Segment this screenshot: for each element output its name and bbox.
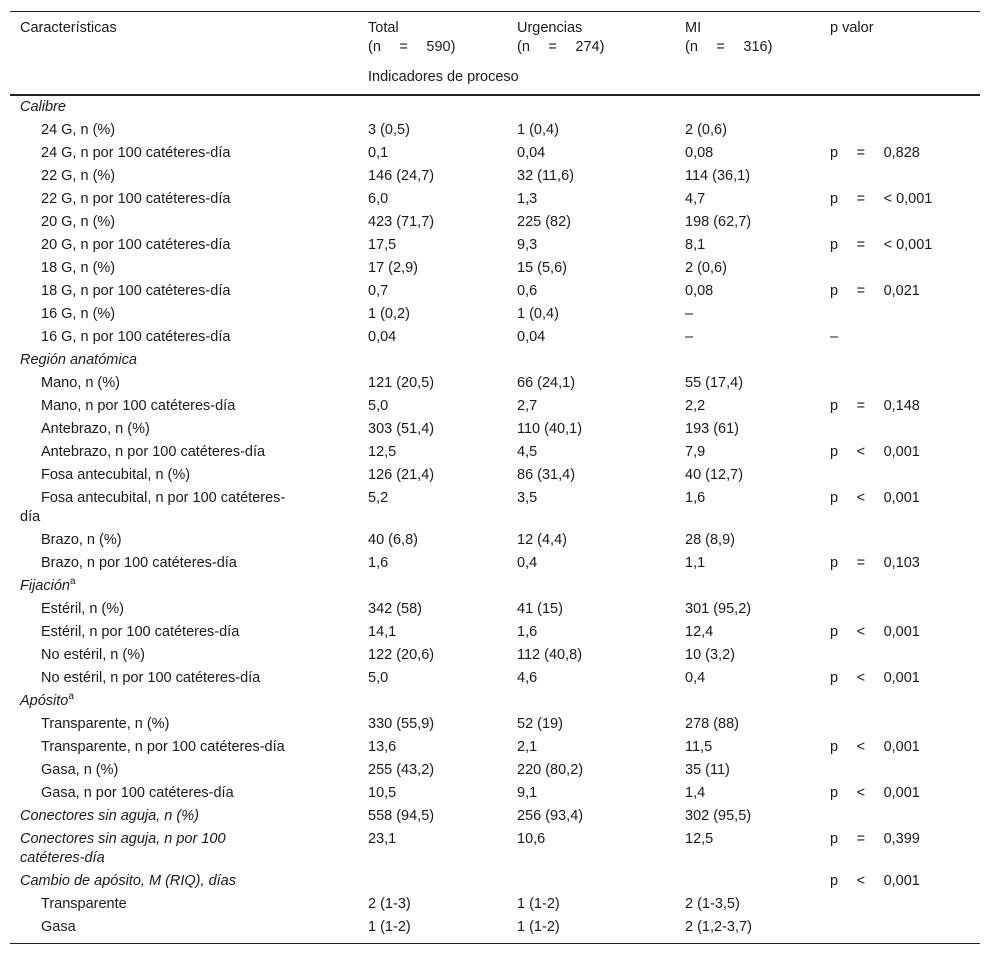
row-label bbox=[10, 441, 358, 464]
row-label bbox=[10, 119, 358, 142]
table-row bbox=[10, 828, 980, 870]
row-label-text: Gasa, n (%) bbox=[41, 762, 119, 778]
row-label bbox=[10, 736, 358, 759]
cell-total bbox=[358, 690, 507, 713]
cell-total: 3 (0,5) bbox=[368, 122, 410, 138]
cell-urgencias: 1 (0,4) bbox=[517, 306, 559, 322]
cell-urgencias bbox=[507, 690, 675, 713]
cell-total: 5,2 bbox=[368, 490, 389, 506]
cell-total: 303 (51,4) bbox=[368, 421, 435, 437]
cell-mi: 12,5 bbox=[685, 831, 714, 847]
table-row bbox=[10, 667, 980, 690]
cell-urgencias: 15 (5,6) bbox=[517, 260, 567, 276]
row-label-text: Fosa antecubital, n (%) bbox=[41, 467, 191, 483]
row-label bbox=[10, 893, 358, 916]
cell-urgencias: 9,3 bbox=[517, 237, 538, 253]
cell-pvalor: p < 0,001 bbox=[830, 739, 920, 755]
cell-total: 5,0 bbox=[368, 670, 389, 686]
cell-pvalor bbox=[820, 805, 980, 828]
row-label bbox=[10, 372, 358, 395]
cell-pvalor bbox=[820, 418, 980, 441]
row-label bbox=[10, 759, 358, 782]
cell-urgencias: 9,1 bbox=[517, 785, 538, 801]
row-label-text: 22 G, n (%) bbox=[41, 168, 116, 184]
cell-urgencias: 0,4 bbox=[517, 555, 538, 571]
row-label-text: 24 G, n por 100 catéteres-día bbox=[41, 145, 231, 161]
cell-total: 0,1 bbox=[368, 145, 389, 161]
cell-urgencias: 0,04 bbox=[517, 329, 546, 345]
cell-mi: 7,9 bbox=[685, 444, 706, 460]
row-label-text: Región anatómica bbox=[20, 352, 137, 368]
row-label bbox=[10, 165, 358, 188]
cell-pvalor: p = 0,021 bbox=[830, 283, 920, 299]
row-label-text: 16 G, n (%) bbox=[41, 306, 116, 322]
cell-pvalor bbox=[820, 690, 980, 713]
cell-total: 1,6 bbox=[368, 555, 389, 571]
cell-urgencias: 41 (15) bbox=[517, 601, 563, 617]
table-row bbox=[10, 552, 980, 575]
cell-pvalor bbox=[820, 713, 980, 736]
footnote-marker: a bbox=[68, 691, 74, 703]
table-row bbox=[10, 916, 980, 944]
row-label-text: Cambio de apósito, M (RIQ), días bbox=[20, 873, 236, 889]
cell-pvalor bbox=[820, 372, 980, 395]
cell-mi bbox=[675, 690, 820, 713]
table-row bbox=[10, 95, 980, 119]
cell-pvalor bbox=[820, 598, 980, 621]
row-label bbox=[10, 95, 358, 119]
header-mi-label: MI bbox=[685, 20, 702, 36]
header-urgencias-n: (n = 274) bbox=[517, 39, 605, 55]
row-label-text: 20 G, n (%) bbox=[41, 214, 116, 230]
table-row bbox=[10, 165, 980, 188]
cell-mi: 8,1 bbox=[685, 237, 706, 253]
row-label-text: Gasa bbox=[41, 919, 76, 935]
row-label-line2: catéteres-día bbox=[20, 850, 105, 866]
cell-total bbox=[358, 349, 507, 372]
cell-total: 1 (0,2) bbox=[368, 306, 410, 322]
table-row bbox=[10, 280, 980, 303]
cell-total: 121 (20,5) bbox=[368, 375, 435, 391]
cell-urgencias: 220 (80,2) bbox=[517, 762, 584, 778]
cell-pvalor bbox=[820, 916, 980, 944]
cell-urgencias: 52 (19) bbox=[517, 716, 563, 732]
table-row bbox=[10, 418, 980, 441]
row-label bbox=[10, 782, 358, 805]
cell-urgencias: 66 (24,1) bbox=[517, 375, 576, 391]
cell-mi: 1,1 bbox=[685, 555, 706, 571]
table-row bbox=[10, 529, 980, 552]
table-row bbox=[10, 349, 980, 372]
header-mi-n: (n = 316) bbox=[685, 39, 773, 55]
cell-mi bbox=[675, 575, 820, 598]
row-label bbox=[10, 713, 358, 736]
cell-total: 17,5 bbox=[368, 237, 397, 253]
cell-urgencias: 1 (1-2) bbox=[517, 896, 560, 912]
cell-urgencias: 86 (31,4) bbox=[517, 467, 576, 483]
row-label-text: Conectores sin aguja, n (%) bbox=[20, 808, 199, 824]
row-label bbox=[10, 598, 358, 621]
table-row bbox=[10, 395, 980, 418]
row-label-text: Fijación bbox=[20, 578, 70, 594]
row-label-text: Transparente bbox=[41, 896, 127, 912]
cell-urgencias bbox=[507, 870, 675, 893]
table-row bbox=[10, 303, 980, 326]
row-label-text: Calibre bbox=[20, 99, 66, 115]
cell-urgencias: 12 (4,4) bbox=[517, 532, 567, 548]
cell-mi: 35 (11) bbox=[685, 762, 730, 778]
cell-mi bbox=[675, 95, 820, 119]
cell-urgencias: 2,7 bbox=[517, 398, 538, 414]
cell-pvalor: p < 0,001 bbox=[830, 490, 920, 506]
cell-urgencias: 2,1 bbox=[517, 739, 538, 755]
subheader-indicadores: Indicadores de proceso bbox=[358, 57, 980, 95]
row-label-text: Gasa, n por 100 catéteres-día bbox=[41, 785, 234, 801]
cell-mi: 1,6 bbox=[685, 490, 706, 506]
cell-pvalor: p = 0,399 bbox=[830, 831, 920, 847]
table-row bbox=[10, 644, 980, 667]
cell-pvalor: – bbox=[830, 329, 839, 345]
cell-total bbox=[358, 95, 507, 119]
cell-urgencias: 10,6 bbox=[517, 831, 546, 847]
row-label bbox=[10, 870, 358, 893]
cell-urgencias: 0,6 bbox=[517, 283, 538, 299]
row-label-text: Apósito bbox=[20, 693, 69, 709]
cell-pvalor bbox=[820, 644, 980, 667]
row-label bbox=[10, 690, 358, 713]
row-label-line1: Conectores sin aguja, n por 100 bbox=[20, 831, 226, 847]
cell-urgencias: 256 (93,4) bbox=[517, 808, 584, 824]
cell-mi: 301 (95,2) bbox=[685, 601, 752, 617]
header-row bbox=[10, 12, 980, 58]
cell-urgencias: 1 (1-2) bbox=[507, 916, 675, 944]
cell-pvalor: p = 0,103 bbox=[830, 555, 920, 571]
cell-urgencias bbox=[507, 575, 675, 598]
table-row bbox=[10, 893, 980, 916]
header-urgencias-label: Urgencias bbox=[517, 20, 583, 36]
table-row bbox=[10, 487, 980, 529]
row-label bbox=[10, 575, 358, 598]
cell-mi: 278 (88) bbox=[685, 716, 740, 732]
header-urgencias bbox=[507, 12, 675, 58]
cell-total: 23,1 bbox=[368, 831, 397, 847]
table-row bbox=[10, 441, 980, 464]
cell-mi: 0,08 bbox=[685, 145, 714, 161]
table-row bbox=[10, 372, 980, 395]
row-label-text: Antebrazo, n por 100 catéteres-día bbox=[41, 444, 266, 460]
cell-total: 126 (21,4) bbox=[368, 467, 435, 483]
table-body bbox=[10, 95, 980, 944]
cell-pvalor bbox=[820, 165, 980, 188]
table-row bbox=[10, 211, 980, 234]
table-row bbox=[10, 598, 980, 621]
cell-total: 255 (43,2) bbox=[368, 762, 435, 778]
row-label-text: Antebrazo, n (%) bbox=[41, 421, 150, 437]
header-mi bbox=[675, 12, 820, 58]
cell-mi: 302 (95,5) bbox=[685, 808, 752, 824]
cell-total: 14,1 bbox=[368, 624, 397, 640]
cell-total: 0,04 bbox=[368, 329, 397, 345]
table-row bbox=[10, 805, 980, 828]
table-row bbox=[10, 188, 980, 211]
cell-total: 6,0 bbox=[368, 191, 389, 207]
row-label bbox=[10, 234, 358, 257]
subheader-spacer bbox=[10, 57, 358, 95]
cell-mi: 198 (62,7) bbox=[685, 214, 752, 230]
row-label bbox=[10, 303, 358, 326]
table-row bbox=[10, 142, 980, 165]
cell-pvalor: p = < 0,001 bbox=[830, 237, 933, 253]
row-label bbox=[10, 395, 358, 418]
cell-mi: 4,7 bbox=[685, 191, 706, 207]
cell-mi: 10 (3,2) bbox=[685, 647, 735, 663]
cell-pvalor: p < 0,001 bbox=[830, 444, 920, 460]
cell-mi: 0,4 bbox=[685, 670, 706, 686]
row-label-text: Transparente, n por 100 catéteres-día bbox=[41, 739, 285, 755]
cell-total: 423 (71,7) bbox=[368, 214, 435, 230]
cell-pvalor: p < 0,001 bbox=[830, 670, 920, 686]
subheader-row bbox=[10, 57, 980, 95]
cell-mi: 2 (0,6) bbox=[685, 122, 727, 138]
table-row bbox=[10, 326, 980, 349]
row-label bbox=[10, 188, 358, 211]
cell-urgencias: 112 (40,8) bbox=[517, 647, 583, 663]
row-label bbox=[10, 621, 358, 644]
row-label bbox=[10, 349, 358, 372]
cell-total bbox=[358, 870, 507, 893]
cell-mi bbox=[675, 870, 820, 893]
cell-urgencias bbox=[507, 349, 675, 372]
cell-total: 2 (1-3) bbox=[368, 896, 411, 912]
cell-urgencias: 110 (40,1) bbox=[517, 421, 583, 437]
cell-total: 558 (94,5) bbox=[368, 808, 435, 824]
cell-mi: 28 (8,9) bbox=[685, 532, 735, 548]
cell-mi: 2 (0,6) bbox=[685, 260, 727, 276]
cell-urgencias: 3,5 bbox=[517, 490, 538, 506]
row-label bbox=[10, 487, 358, 529]
cell-urgencias: 1,3 bbox=[517, 191, 538, 207]
row-label-line2: día bbox=[20, 509, 41, 525]
cell-pvalor bbox=[820, 95, 980, 119]
row-label-line1: Fosa antecubital, n por 100 catéteres- bbox=[41, 490, 286, 506]
cell-pvalor bbox=[820, 119, 980, 142]
row-label-text: Mano, n (%) bbox=[41, 375, 120, 391]
cell-total: 13,6 bbox=[368, 739, 397, 755]
cell-urgencias: 4,5 bbox=[517, 444, 538, 460]
row-label bbox=[10, 644, 358, 667]
row-label-text: 16 G, n por 100 catéteres-día bbox=[41, 329, 231, 345]
row-label-text: Estéril, n (%) bbox=[41, 601, 124, 617]
cell-urgencias: 225 (82) bbox=[517, 214, 572, 230]
row-label bbox=[10, 667, 358, 690]
table-row bbox=[10, 690, 980, 713]
cell-total: 0,7 bbox=[368, 283, 389, 299]
cell-mi: – bbox=[685, 329, 694, 345]
cell-mi: 12,4 bbox=[685, 624, 714, 640]
cell-urgencias bbox=[507, 95, 675, 119]
cell-total: 12,5 bbox=[368, 444, 397, 460]
row-label-text: 18 G, n (%) bbox=[41, 260, 116, 276]
cell-pvalor: p < 0,001 bbox=[830, 785, 920, 801]
row-label bbox=[10, 142, 358, 165]
row-label-text: 22 G, n por 100 catéteres-día bbox=[41, 191, 231, 207]
cell-pvalor bbox=[820, 211, 980, 234]
table-row bbox=[10, 759, 980, 782]
table-row bbox=[10, 234, 980, 257]
table-row bbox=[10, 257, 980, 280]
row-label bbox=[10, 828, 358, 870]
cell-mi: 114 (36,1) bbox=[685, 168, 751, 184]
table-row bbox=[10, 119, 980, 142]
table-row bbox=[10, 575, 980, 598]
table-row bbox=[10, 621, 980, 644]
row-label-text: Mano, n por 100 catéteres-día bbox=[41, 398, 236, 414]
cell-total: 146 (24,7) bbox=[368, 168, 435, 184]
row-label bbox=[10, 257, 358, 280]
cell-mi: 40 (12,7) bbox=[685, 467, 744, 483]
cell-pvalor: p = 0,148 bbox=[830, 398, 920, 414]
header-total bbox=[358, 12, 507, 58]
cell-total: 10,5 bbox=[368, 785, 397, 801]
cell-urgencias: 32 (11,6) bbox=[517, 168, 574, 184]
row-label bbox=[10, 805, 358, 828]
cell-urgencias: 1 (0,4) bbox=[517, 122, 559, 138]
cell-mi: 2 (1-3,5) bbox=[685, 896, 740, 912]
cell-mi: 0,08 bbox=[685, 283, 714, 299]
cell-urgencias: 4,6 bbox=[517, 670, 538, 686]
cell-pvalor: p < 0,001 bbox=[830, 624, 920, 640]
row-label bbox=[10, 280, 358, 303]
header-total-n: (n = 590) bbox=[368, 39, 456, 55]
row-label bbox=[10, 211, 358, 234]
header-pvalor: p valor bbox=[820, 12, 980, 58]
process-indicators-table bbox=[10, 11, 980, 944]
cell-mi bbox=[675, 349, 820, 372]
cell-mi: 11,5 bbox=[685, 739, 713, 755]
cell-mi: 55 (17,4) bbox=[685, 375, 744, 391]
cell-total: 342 (58) bbox=[368, 601, 423, 617]
cell-pvalor: p < 0,001 bbox=[830, 873, 920, 889]
row-label bbox=[10, 529, 358, 552]
table-row bbox=[10, 713, 980, 736]
cell-pvalor bbox=[820, 575, 980, 598]
row-label bbox=[10, 552, 358, 575]
cell-pvalor bbox=[820, 893, 980, 916]
row-label-text: No estéril, n (%) bbox=[41, 647, 145, 663]
table-row bbox=[10, 736, 980, 759]
row-label bbox=[10, 326, 358, 349]
header-caracteristicas: Características bbox=[10, 12, 358, 58]
row-label-text: Brazo, n por 100 catéteres-día bbox=[41, 555, 237, 571]
cell-mi: – bbox=[685, 306, 694, 322]
cell-pvalor bbox=[820, 464, 980, 487]
cell-pvalor: p = < 0,001 bbox=[830, 191, 933, 207]
cell-pvalor bbox=[820, 257, 980, 280]
cell-pvalor bbox=[820, 759, 980, 782]
row-label-text: 20 G, n por 100 catéteres-día bbox=[41, 237, 231, 253]
cell-total: 17 (2,9) bbox=[368, 260, 418, 276]
row-label-text: No estéril, n por 100 catéteres-día bbox=[41, 670, 261, 686]
row-label bbox=[10, 418, 358, 441]
cell-urgencias: 1,6 bbox=[517, 624, 538, 640]
cell-mi: 1,4 bbox=[685, 785, 706, 801]
row-label-text: Brazo, n (%) bbox=[41, 532, 122, 548]
cell-urgencias: 0,04 bbox=[517, 145, 546, 161]
row-label-text: Transparente, n (%) bbox=[41, 716, 170, 732]
cell-mi: 193 (61) bbox=[685, 421, 740, 437]
cell-pvalor bbox=[820, 529, 980, 552]
cell-total: 330 (55,9) bbox=[368, 716, 435, 732]
row-label bbox=[10, 916, 358, 944]
cell-pvalor bbox=[820, 349, 980, 372]
cell-total bbox=[358, 575, 507, 598]
row-label-text: 24 G, n (%) bbox=[41, 122, 116, 138]
row-label-text: Estéril, n por 100 catéteres-día bbox=[41, 624, 240, 640]
row-label bbox=[10, 464, 358, 487]
cell-mi: 2 (1,2-3,7) bbox=[675, 916, 820, 944]
footnote-marker: a bbox=[69, 576, 76, 588]
table-row bbox=[10, 782, 980, 805]
row-label-text: 18 G, n por 100 catéteres-día bbox=[41, 283, 231, 299]
header-total-label: Total bbox=[368, 20, 399, 36]
cell-mi: 2,2 bbox=[685, 398, 706, 414]
cell-pvalor: p = 0,828 bbox=[830, 145, 920, 161]
cell-total: 1 (1-2) bbox=[358, 916, 507, 944]
table-row bbox=[10, 464, 980, 487]
cell-total: 122 (20,6) bbox=[368, 647, 435, 663]
cell-total: 5,0 bbox=[368, 398, 389, 414]
cell-pvalor bbox=[820, 303, 980, 326]
cell-total: 40 (6,8) bbox=[368, 532, 418, 548]
table-row bbox=[10, 870, 980, 893]
